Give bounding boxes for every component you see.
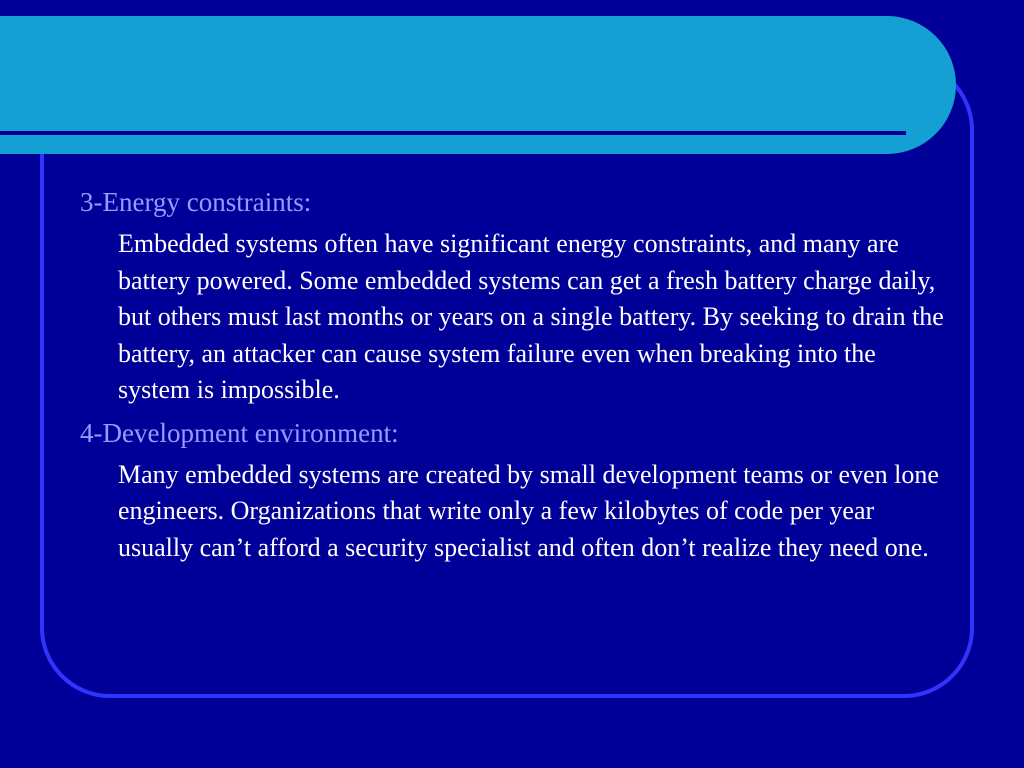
section-body-energy: Embedded systems often have significant energy constraints, and many are battery powered. Some embedded systems can get a fresh battery charge daily, but others must last months or years on a single battery. By seeking to drain the battery, an attacker can cause system failure even when breaking into the system is impossible. <box>118 229 944 404</box>
section-heading-development: 4-Development environment: <box>80 417 399 448</box>
section-heading-energy: 3-Energy constraints: <box>80 187 312 217</box>
title-rule <box>0 131 906 135</box>
slide-body <box>80 184 960 572</box>
section-body-development: Many embedded systems are created by small development teams or even lone engineers. Organizations that write only a few kilobytes of code per year usually can’t afford a security specialist and often don’t realize they need one. <box>118 459 939 562</box>
